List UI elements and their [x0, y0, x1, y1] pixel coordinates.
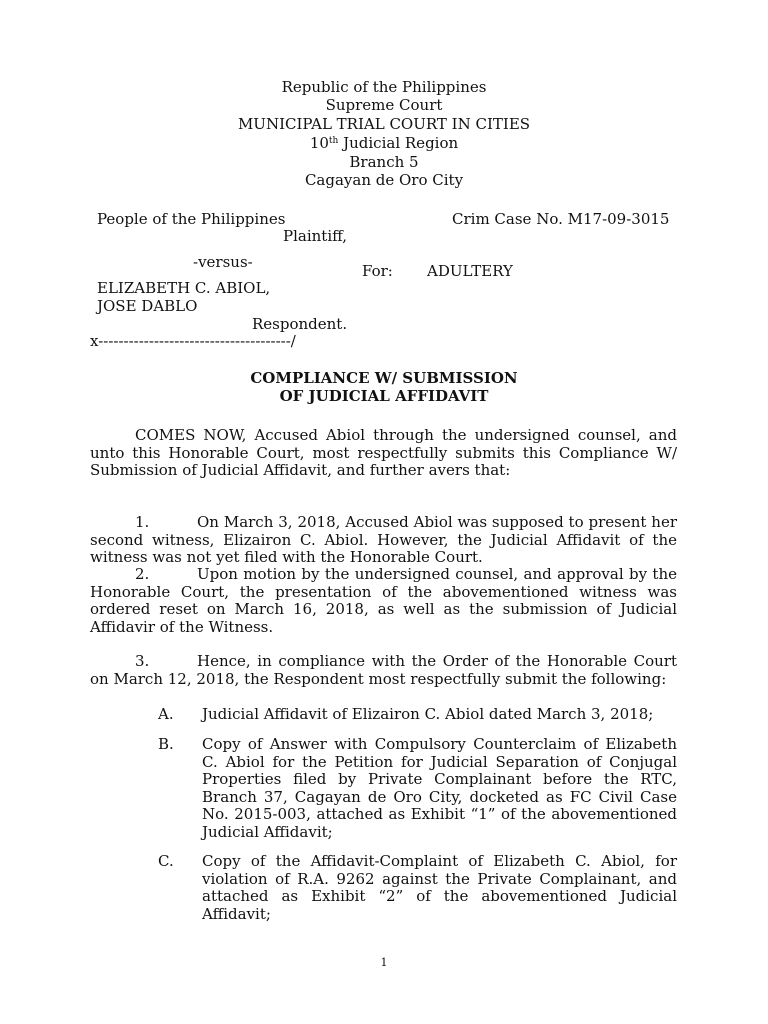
plaintiff-role: Plaintiff,: [283, 227, 348, 245]
header-region: 10th Judicial Region: [309, 134, 459, 152]
title-line-2: OF JUDICIAL AFFIDAVIT: [279, 387, 489, 405]
case-offense: ADULTERY: [427, 262, 513, 280]
list-item: [158, 852, 677, 923]
paragraph-2: 2. Upon motion by the undersigned counsel, and approval by the Honorable Court, the presentation of the abovementioned witness was ordered reset on March 16, 2018, as well as the submission of Judicial Affidavir of the Witness.: [90, 565, 677, 636]
paragraph-2-number: 2.: [135, 565, 150, 583]
header-city: Cagayan de Oro City: [304, 171, 464, 189]
case-number: Crim Case No. M17-09-3015: [452, 210, 670, 228]
list-item: [158, 705, 677, 724]
header-supreme-court: Supreme Court: [325, 96, 443, 114]
list-item-text: Copy of Answer with Compulsory Counterclaim of Elizabeth C. Abiol for the Petition for Judicial Separation of Conjugal Properties filed by Private Complainant before the RTC, Branch 37, Cagayan de Oro City, docketed as FC Civil Case No. 2015-003, attached as Exhibit “1” of the abovementioned Judicial Affidavit;: [202, 735, 677, 841]
header-branch: Branch 5: [349, 153, 419, 171]
header-court-name: MUNICIPAL TRIAL COURT IN CITIES: [237, 115, 531, 133]
list-item-label: C.: [158, 852, 174, 870]
intro-paragraph: COMES NOW, Accused Abiol through the undersigned counsel, and unto this Honorable Court, most respectfully submits this Compliance W/ Submission of Judicial Affidavit, and further avers that:: [90, 426, 677, 479]
respondent-2: JOSE DABLO: [97, 297, 198, 315]
list-item: [158, 735, 677, 841]
for-label: For:: [362, 262, 393, 280]
list-item-text: Copy of the Affidavit-Complaint of Elizabeth C. Abiol, for violation of R.A. 9262 against the Private Complainant, and attached as Exhibit “2” of the abovementioned Judicial Affidavit;: [202, 852, 677, 923]
list-item-label: B.: [158, 735, 174, 753]
paragraph-1-number: 1.: [135, 513, 150, 531]
respondent-role: Respondent.: [252, 315, 348, 333]
versus-label: -versus-: [193, 253, 253, 271]
page-number: 1: [380, 956, 388, 969]
paragraph-1: 1. On March 3, 2018, Accused Abiol was supposed to present her second witness, Elizairon C. Abiol. However, the Judicial Affidavit of the witness was not yet filed with the Honorable Court.: [90, 513, 677, 566]
plaintiff-name: People of the Philippines: [97, 210, 286, 228]
paragraph-3: 3. Hence, in compliance with the Order of the Honorable Court on March 12, 2018, the Respondent most respectfully submit the following:: [90, 652, 677, 688]
paragraph-3-number: 3.: [135, 652, 150, 670]
respondent-1: ELIZABETH C. ABIOL,: [97, 279, 271, 297]
list-item-label: A.: [158, 705, 174, 723]
list-item-text: Judicial Affidavit of Elizairon C. Abiol dated March 3, 2018;: [202, 705, 654, 723]
header-republic: Republic of the Philippines: [281, 78, 487, 96]
caption-separator: x--------------------------------------/: [90, 332, 296, 350]
title-line-1: COMPLIANCE W/ SUBMISSION: [250, 369, 518, 387]
